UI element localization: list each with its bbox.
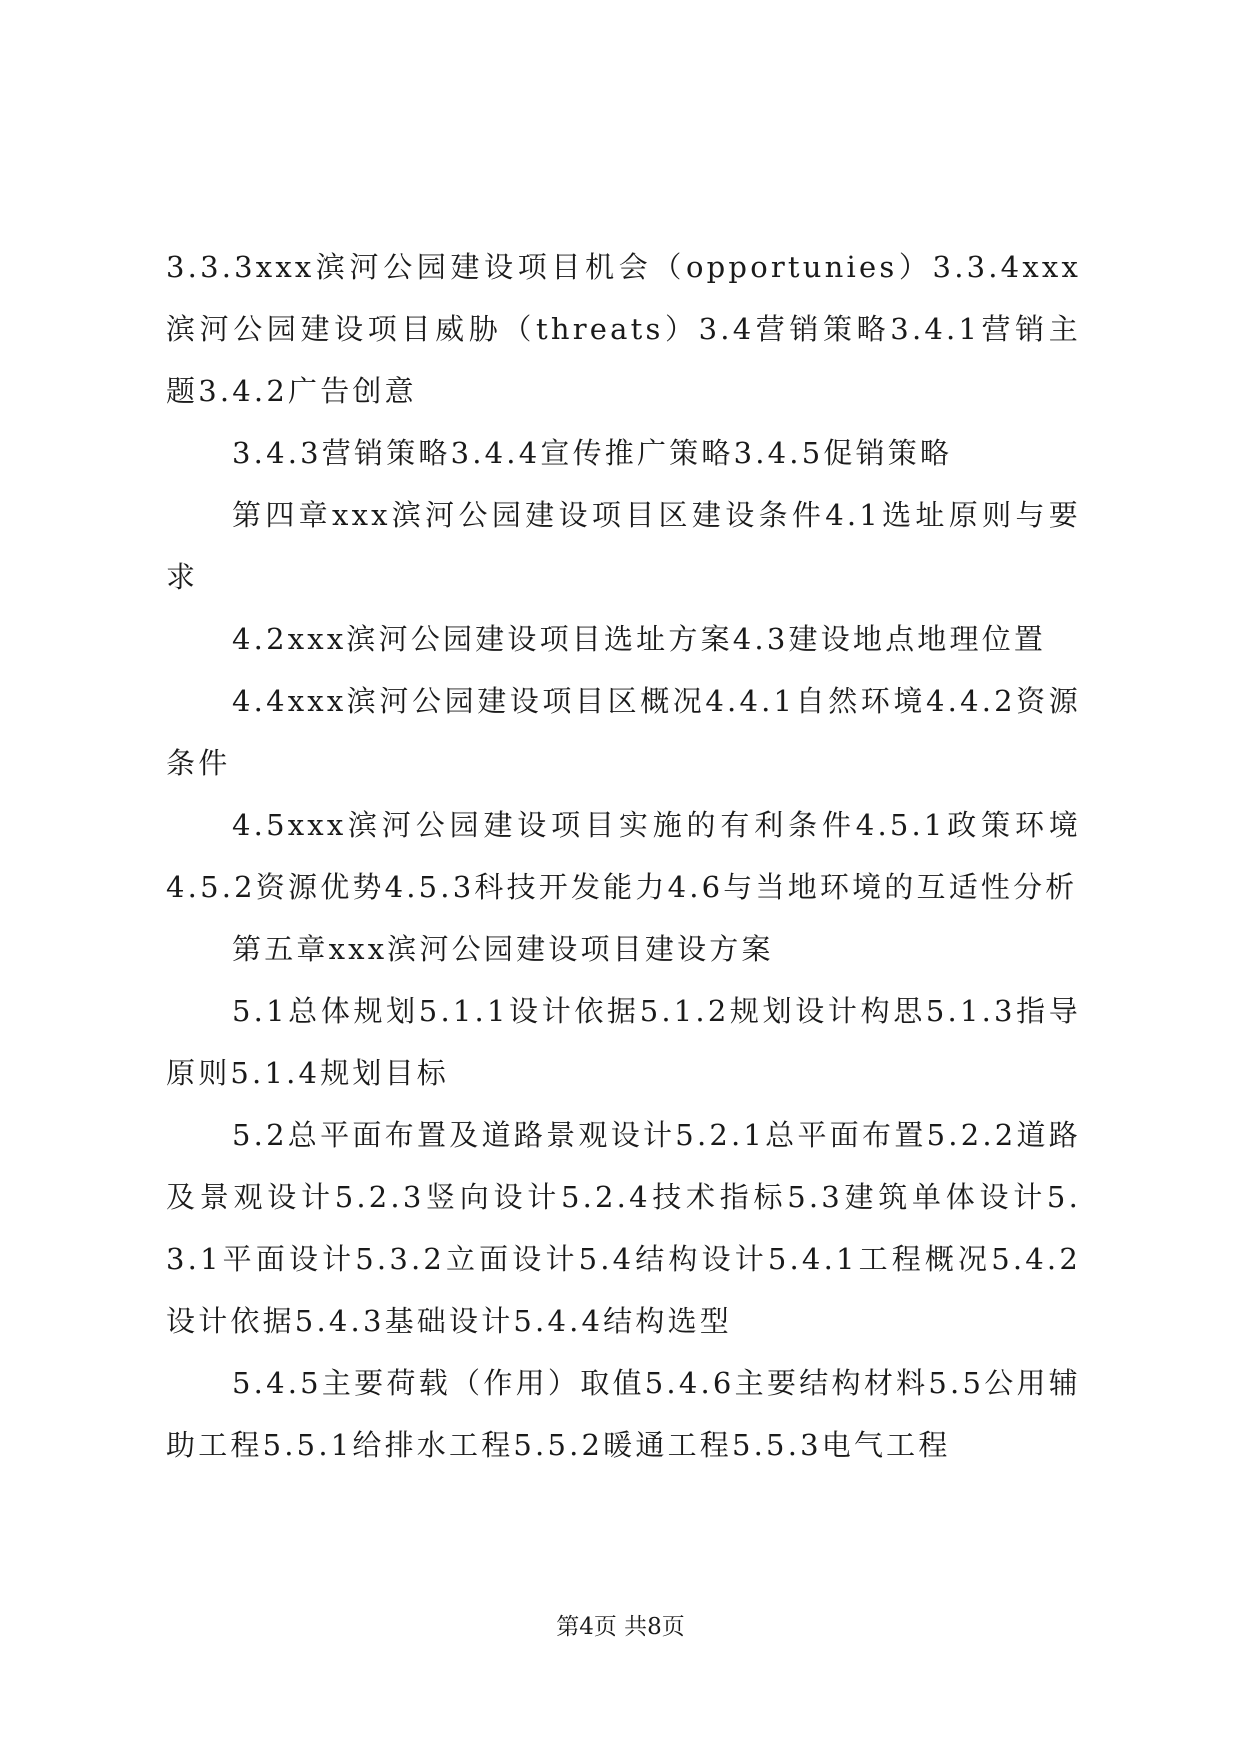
paragraph-9: 5.2总平面布置及道路景观设计5.2.1总平面布置5.2.2道路及景观设计5.2.3竖向设计5.2.4技术指标5.3建筑单体设计5.3.1平面设计5.3.2立面设计5.4结构设计5.4.1工程概况5.4.2设计依据5.4.3基础设计5.4.4结构选型 — [166, 1118, 1081, 1338]
paragraph-8: 5.1总体规划5.1.1设计依据5.1.2规划设计构思5.1.3指导原则5.1.4规划目标 — [166, 994, 1081, 1090]
document-body — [166, 236, 1081, 1476]
paragraph-10: 5.4.5主要荷载（作用）取值5.4.6主要结构材料5.5公用辅助工程5.5.1给排水工程5.5.2暖通工程5.5.3电气工程 — [166, 1366, 1081, 1462]
paragraph-6: 4.5xxx滨河公园建设项目实施的有利条件4.5.1政策环境4.5.2资源优势4.5.3科技开发能力4.6与当地环境的互适性分析 — [166, 808, 1081, 904]
page-number: 第4页 共8页 — [556, 1614, 685, 1640]
page-footer — [0, 1608, 1241, 1641]
paragraph-3: 第四章xxx滨河公园建设项目区建设条件4.1选址原则与要求 — [166, 498, 1081, 594]
paragraph-5: 4.4xxx滨河公园建设项目区概况4.4.1自然环境4.4.2资源条件 — [166, 684, 1081, 780]
paragraph-2: 3.4.3营销策略3.4.4宣传推广策略3.4.5促销策略 — [232, 436, 953, 470]
paragraph-7: 第五章xxx滨河公园建设项目建设方案 — [232, 932, 774, 966]
paragraph-1: 3.3.3xxx滨河公园建设项目机会（opportunies）3.3.4xxx滨河公园建设项目威胁（threats）3.4营销策略3.4.1营销主题3.4.2广告创意 — [166, 250, 1081, 408]
paragraph-4: 4.2xxx滨河公园建设项目选址方案4.3建设地点地理位置 — [232, 622, 1047, 656]
